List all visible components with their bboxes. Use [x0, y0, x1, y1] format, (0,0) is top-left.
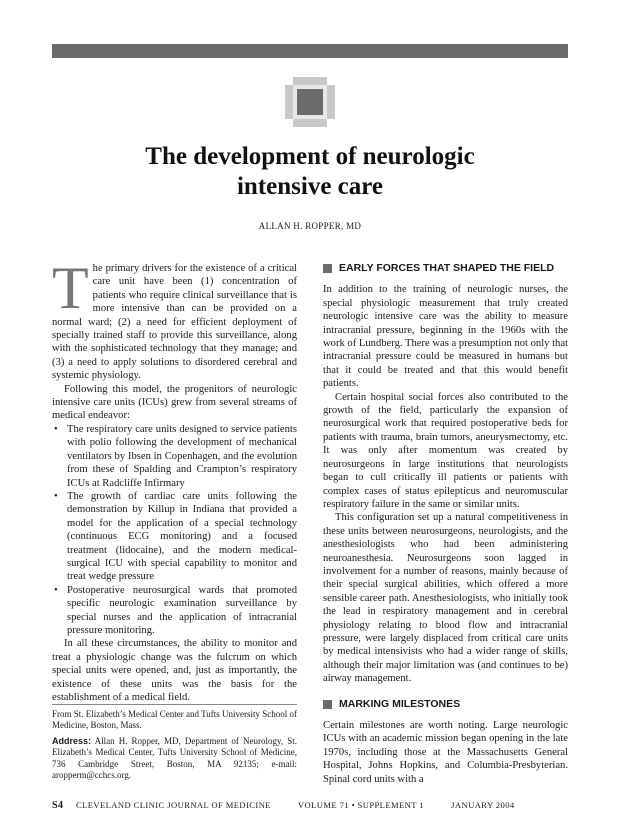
journal-logo-icon [285, 77, 335, 127]
paragraph-r1: In addition to the training of neurologic nurses, the special physiologic measurement that truly created neurologic intensive care was the ability to measure intracranial pressure, beginning in the 1960s with the work of Lundberg. There was a presumption not only that intracranial pressure could be measured in humans but that it could be treated and that this would benefit patients. [323, 284, 568, 390]
list-item: • The growth of cardiac care units following the demonstration by Killup in Indiana that provided a model for the application of a special technology (continuous ECG monitoring) and a focused treatment (lidocaine), and the modern medical-surgical ICU with special capability to monitor and treat wedge pressure [54, 490, 297, 583]
title-line-2: intensive care [236, 173, 384, 200]
author-byline: ALLAN H. ROPPER, MD [258, 221, 362, 231]
bullet-icon: • [54, 584, 58, 596]
intro-text: he primary drivers for the existence of a critical care unit have been (1) concentration of patients who require clinical surveillance that is more intensive than can be provided on a normal ward; (2) a need for efficient deployment of specially trained staff to provide this surveillance, along with the sophisticated technology that they manage; and (3) a need to apply solutions to disordered cerebral and systemic physiology. [52, 263, 297, 382]
intro-paragraph [52, 255, 297, 383]
bullet-list [52, 423, 297, 638]
page-footer [52, 800, 568, 811]
volume-info: VOLUME 71 • SUPPLEMENT 1 [297, 800, 425, 810]
article-title [52, 142, 568, 202]
bullet-icon: • [54, 490, 58, 502]
affiliation: From St. Elizabeth’s Medical Center and Tufts University School of Medicine, Boston, Mass. [52, 709, 297, 731]
list-item: • Postoperative neurosurgical wards that promoted specific neurologic examination surveillance by special nurses and the application of intracranial pressure monitoring. [54, 584, 297, 636]
section-heading-milestones: MARKING MILESTONES [323, 698, 568, 711]
paragraph-r2: Certain hospital social forces also contributed to the growth of the field, particularly the expansion of neurosurgical work that required postoperative beds for patients with trauma, brain tumors, aneurysmectomy, etc. It was only after momentum was created by neurosurgeons in large institutions that neurologists began to cull critically ill patients or patients with complex cases of status epilepticus and neuromuscular respiratory failure in the same or similar units. [323, 391, 568, 510]
bullet-icon: • [54, 423, 58, 435]
heading-square-icon [323, 700, 332, 709]
paragraph-3: In all these circumstances, the ability to monitor and treat a physiologic change was the fulcrum on which special units were opened, and, just as importantly, the existence of these units was the basis for the establishment of a medical field. [52, 638, 297, 703]
journal-name: CLEVELAND CLINIC JOURNAL OF MEDICINE [75, 800, 271, 810]
page-number: S4 [52, 800, 64, 811]
address-label: Address: [52, 735, 92, 746]
issue-date: JANUARY 2004 [451, 800, 515, 810]
right-column [323, 262, 568, 786]
title-line-1: The development of neurologic [145, 143, 475, 170]
footnote [52, 704, 297, 785]
drop-cap: T [52, 255, 89, 321]
left-column [52, 255, 297, 704]
paragraph-2: Following this model, the progenitors of neurologic intensive care units (ICUs) grew from several streams of medical endeavor: [52, 383, 297, 422]
address [52, 736, 297, 782]
address-text: Allan H. Ropper, MD, Department of Neurology, St. Elizabeth’s Medical Center, Tufts University School of Medicine, 736 Cambridge Street, Boston, MA 92135; e-mail: aropperm@cchcs.org. [52, 735, 297, 781]
heading-square-icon [323, 264, 332, 273]
paragraph-r4: Certain milestones are worth noting. Large neurologic ICUs with an academic mission began opening in the late 1970s, including those at the Massachusetts General Hospital, Johns Hopkins, and Columbia-Presbyterian. Spinal cord units with a [323, 720, 568, 785]
list-item: • The respiratory care units designed to service patients with polio following the development of mechanical ventilators by Ibsen in Copenhagen, and the evolution from these of Spalding and Crampton’s respiratory ICUs at Radcliffe Infirmary [54, 423, 297, 489]
header-bar [52, 44, 568, 58]
paragraph-r3: This configuration set up a natural competitiveness in these units between neurosurgeons, neurologists, and the anesthesiologists who had been administering neuroanesthesia. Neurosurgeons soon lagged in involvement for a number of reasons, mainly because of their special surgical abilities, which offered a more sensible career path. Anesthesiologists, who initially took the lead in respiratory management and in cerebral physiology relating to blood flow and intracranial pressure, were largely displaced from critical care units by medical intensivists who had a wider range of skills, although their major limitation was (and continues to be) airway management. [323, 512, 568, 685]
footnote-divider [52, 704, 297, 705]
section-heading-early-forces: EARLY FORCES THAT SHAPED THE FIELD [323, 262, 568, 275]
